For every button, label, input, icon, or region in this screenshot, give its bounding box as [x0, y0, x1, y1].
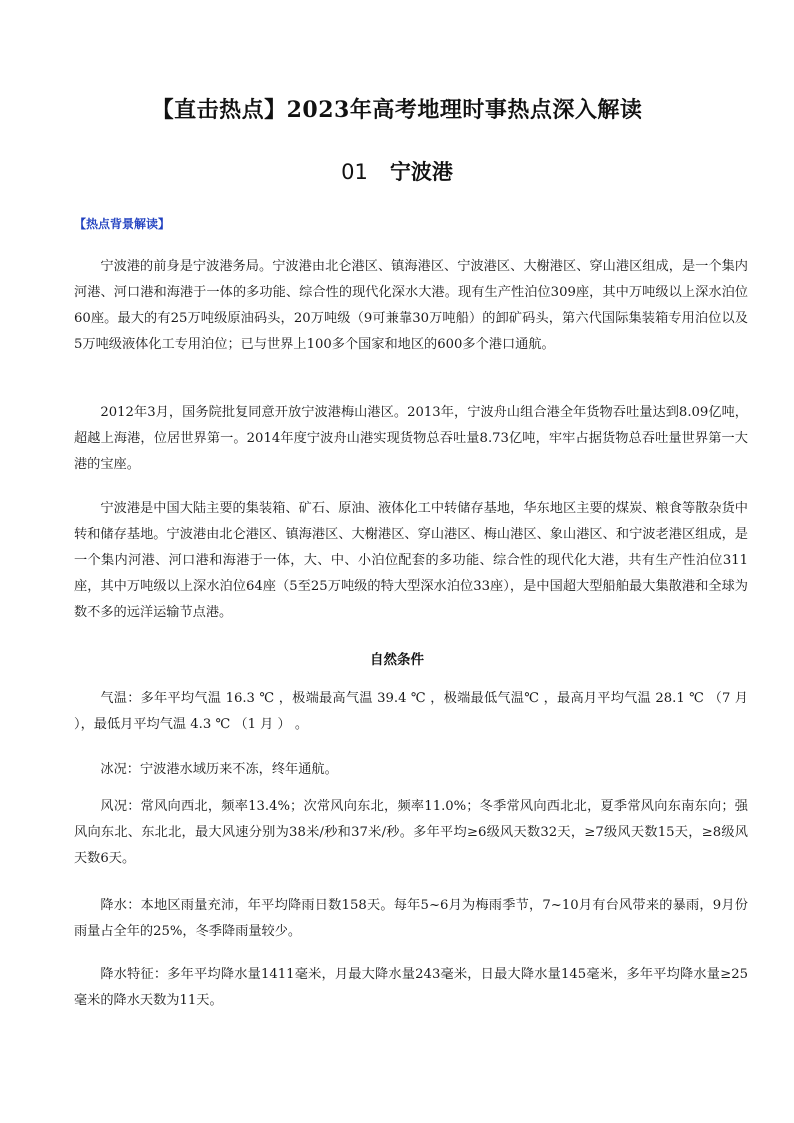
- paragraph-text: 宁波港的前身是宁波港务局。宁波港由北仑港区、镇海港区、宁波港区、大榭港区、穿山港区组成，是一个集内河港、河口港和海港于一体的多功能、综合性的现代化深水大港。现有生产性泊位309座，其中万吨级以上深水泊位60座。最大的有25万吨级原油码头，20万吨级（9可兼靠30万吨船）的卸矿码头，第六代国际集装箱专用泊位以及5万吨级液体化工专用泊位；已与世界上100多个国家和地区的600多个港口通航。: [74, 259, 748, 352]
- paragraph-port-overview: [74, 254, 748, 358]
- section-tag-hot-background: 【热点背景解读】: [74, 217, 171, 231]
- paragraph-text: 2012年3月，国务院批复同意开放宁波港梅山港区。2013年，宁波舟山组合港全年货物吞吐量达到8.09亿吨，超越上海港，位居世界第一。2014年度宁波舟山港实现货物总吞吐量8.73亿吨，牢牢占据货物总吞吐量世界第一大港的宝座。: [74, 405, 748, 472]
- paragraph-wind: [74, 794, 748, 872]
- paragraph-text: 风况：常风向西北，频率13.4%；次常风向东北，频率11.0%；冬季常风向西北北，夏季常风向东南东向；强风向东北、东北北，最大风速分别为38米/秒和37米/秒。多年平均≥6级风天数32天，≥7级风天数15天，≥8级风天数6天。: [74, 799, 748, 866]
- paragraph-text: 降水特征：多年平均降水量1411毫米，月最大降水量243毫米，日最大降水量145毫米，多年平均降水量≥25毫米的降水天数为11天。: [74, 967, 748, 1008]
- paragraph-text: 冰况：宁波港水域历来不冻，终年通航。: [100, 762, 338, 777]
- paragraph-port-role: [74, 496, 748, 626]
- paragraph-text: 降水：本地区雨量充沛，年平均降雨日数158天。每年5~6月为梅雨季节，7~10月有台风带来的暴雨，9月份雨量占全年的25%，冬季降雨量较少。: [74, 898, 748, 939]
- subtitle-text: 宁波港: [389, 159, 453, 184]
- paragraph-text: 宁波港是中国大陆主要的集装箱、矿石、原油、液体化工中转储存基地，华东地区主要的煤炭、粮食等散杂货中转和储存基地。宁波港由北仑港区、镇海港区、大榭港区、穿山港区、梅山港区、象山港区、和宁波老港区组成，是一个集内河港、河口港和海港于一体，大、中、小泊位配套的多功能、综合性的现代化大港，共有生产性泊位311座，其中万吨级以上深水泊位64座（5至25万吨级的特大型深水泊位33座），是中国超大型船舶最大集散港和全球为数不多的远洋运输节点港。: [74, 501, 748, 620]
- document-title: 【直击热点】2023年高考地理时事热点深入解读: [151, 97, 643, 123]
- natural-conditions-heading: 自然条件: [370, 652, 424, 668]
- subtitle-number: 01: [341, 160, 368, 184]
- paragraph-temperature: [74, 686, 748, 738]
- section-subtitle: [0, 155, 794, 189]
- paragraph-precipitation: [74, 893, 748, 945]
- paragraph-meishan-throughput: [74, 400, 748, 478]
- paragraph-precipitation-features: [74, 962, 748, 1014]
- paragraph-text: 气温：多年平均气温 16.3 ℃ ，极端最高气温 39.4 ℃ ，极端最低气温℃ ，最高月平均气温 28.1 ℃ （7 月 ），最低月平均气温 4.3 ℃ （1 月 ） 。: [74, 691, 748, 732]
- paragraph-ice: [74, 757, 748, 783]
